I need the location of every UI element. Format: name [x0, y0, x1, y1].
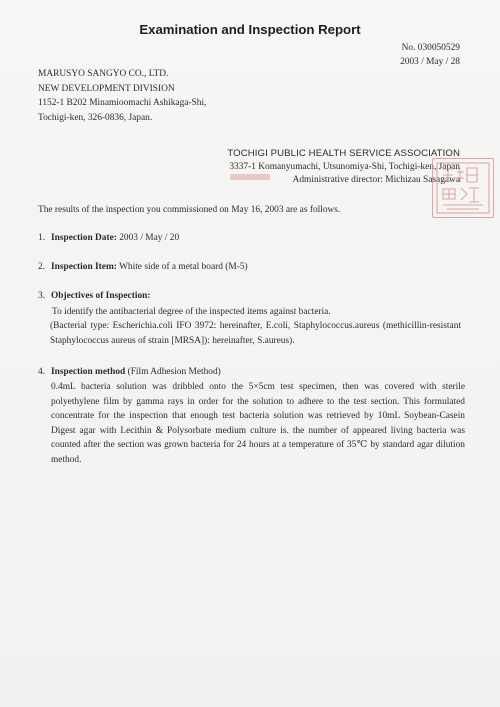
sender-block [227, 147, 460, 188]
section-2 [38, 262, 248, 272]
section-4 [38, 367, 221, 377]
paragraph: (Bacterial type: Escherichia.coli IFO 3972: hereinafter, E.coli, Staphylococcus.aureus (methicillin-resistant Staphylococcus aureus of strain [MRSA]): hereinafter, S.aureus). [50, 321, 461, 346]
section-heading: Inspection method [51, 367, 126, 377]
section-text: 2003 / May / 20 [116, 233, 180, 243]
section-3-body [51, 305, 461, 348]
section-3 [38, 291, 150, 301]
section-number: 4. [38, 367, 46, 377]
recipient-line: 1152-1 B202 Minamioomachi Ashikaga-Shi, [38, 98, 207, 109]
section-heading: Objectives of Inspection: [51, 291, 151, 301]
section-heading: Inspection Date: [51, 233, 117, 243]
sender-org: TOCHIGI PUBLIC HEALTH SERVICE ASSOCIATION [227, 148, 460, 159]
red-ink-mark [230, 174, 270, 180]
section-number: 1. [38, 233, 46, 243]
document-title: Examination and Inspection Report [139, 22, 361, 37]
report-number: No. 030050529 [401, 43, 460, 53]
section-number: 3. [38, 291, 46, 301]
section-4-body: 0.4mL bacteria solution was dribbled onto the 5×5cm test specimen, then was covered with sterile polyethylene film by gamma rays in order for the solution to adhere to the test section. This formulated concentrate for the inspection that enough test bacteria solution was retrieved by 10mL Soybean-Casein Digest agar with Lecithin & Polysorbate medium culture is. the number of appeared living bacteria was counted after the section was grown bacteria for 24 hours at a temperature of 35℃ by standard agar dilution method. [51, 382, 465, 465]
intro-text: The results of the inspection you commissioned on May 16, 2003 are as follows. [38, 205, 341, 215]
recipient-line: NEW DEVELOPMENT DIVISION [38, 83, 175, 94]
section-heading: Inspection Item: [51, 262, 117, 272]
paragraph: To identify the antibacterial degree of the inspected items against bacteria. [52, 307, 331, 317]
section-1 [38, 233, 179, 243]
seal-stamp-icon [432, 158, 494, 218]
recipient-address [38, 67, 206, 125]
section-number: 2. [38, 262, 46, 272]
report-date: 2003 / May / 28 [400, 57, 460, 67]
recipient-line: Tochigi-ken, 326-0836, Japan. [38, 112, 153, 123]
recipient-line: MARUSYO SANGYO CO., LTD. [38, 69, 169, 79]
section-text: (Film Adhesion Method) [125, 367, 221, 377]
sender-director: Administrative director: Michizau Sasagawa [292, 175, 460, 186]
section-text: White side of a metal board (M-5) [116, 262, 248, 272]
sender-address: 3337-1 Komanyumachi, Utsunomiya-Shi, Tochigi-ken, Japan [229, 161, 460, 172]
